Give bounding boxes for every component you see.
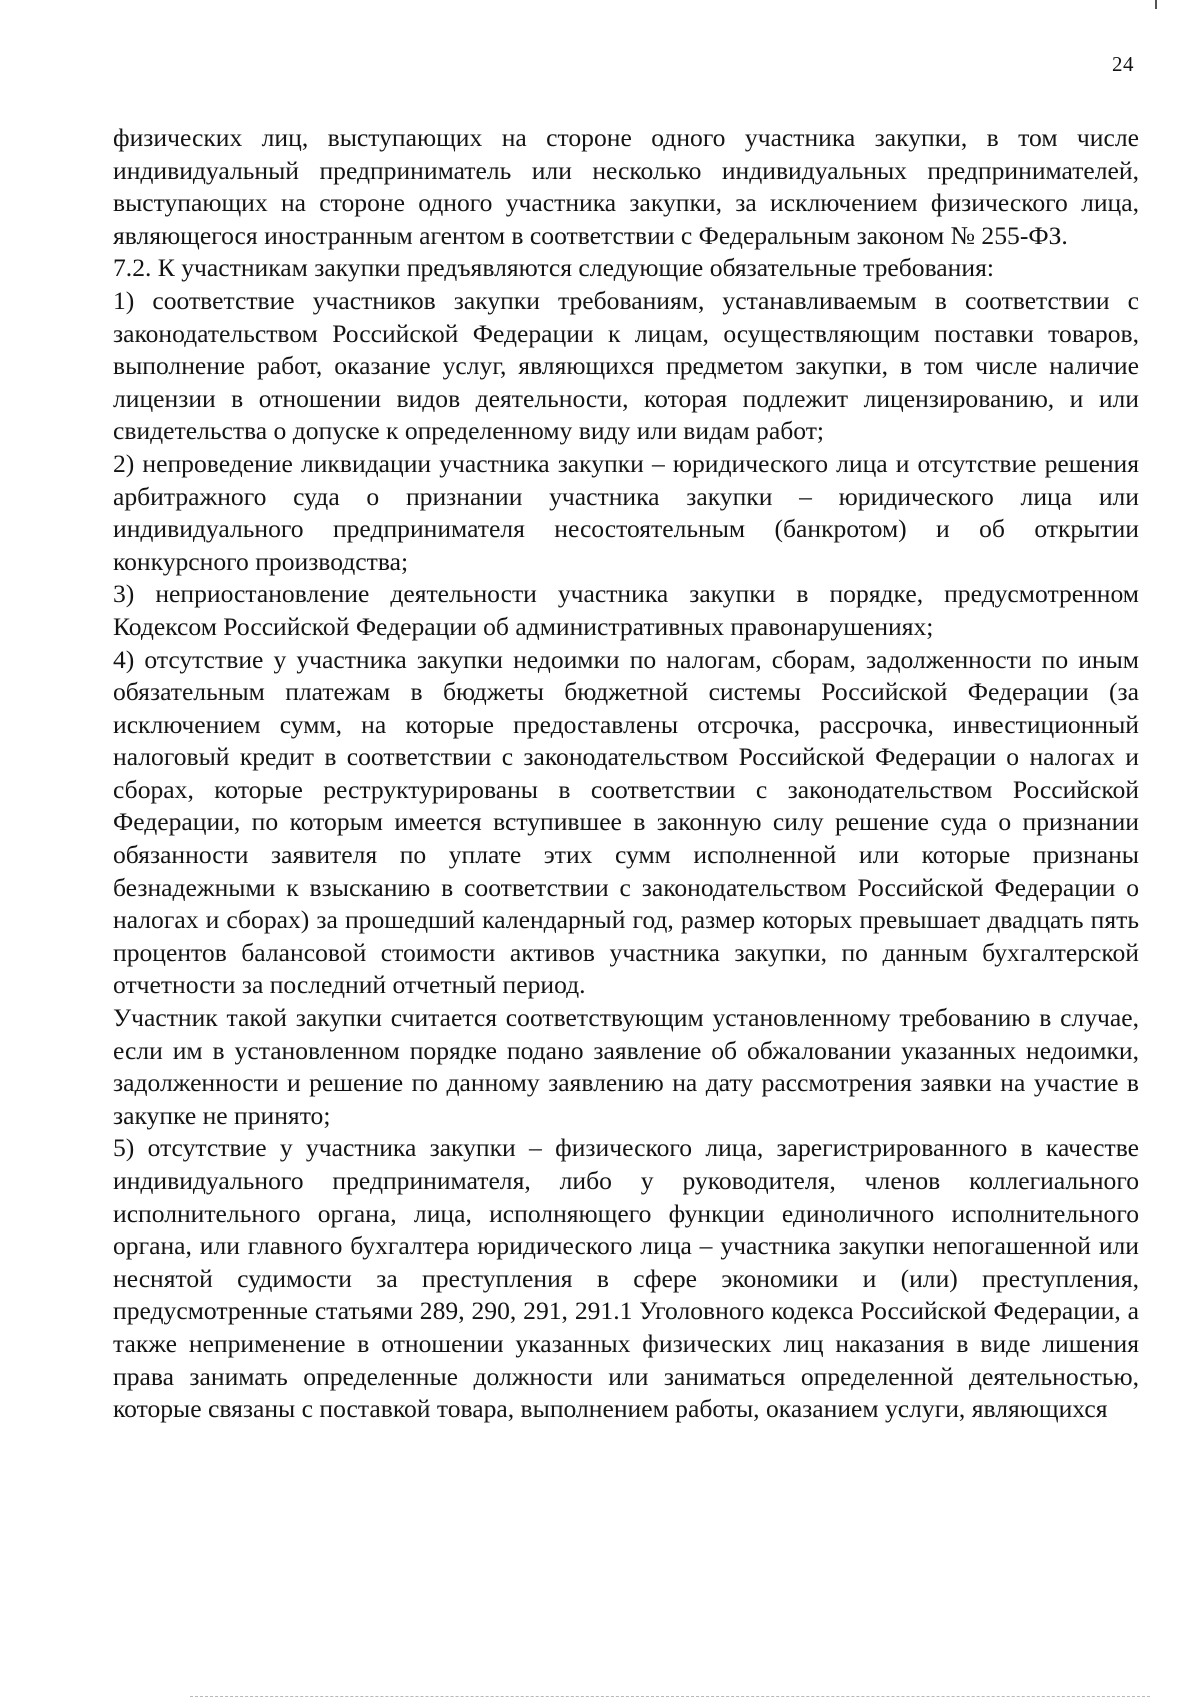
paragraph-item-2: 2) непроведение ликвидации участника закупки – юридического лица и отсутствие решения арбитражного суда о признании участника закупки – юридического лица или индивидуального предпринимателя несостоятельным (банкротом) и об открытии конкурсного производства; [113, 448, 1139, 576]
document-body [113, 122, 1139, 1426]
paragraph-item-4: 4) отсутствие у участника закупки недоимки по налогам, сборам, задолженности по иным обязательным платежам в бюджеты бюджетной системы Российской Федерации (за исключением сумм, на которые предоставлены отсрочка, рассрочка, инвестиционный налоговый кредит в соответствии с законодательством Российской Федерации о налогах и сборах, которые реструктурированы в соответствии с законодательством Российской Федерации, по которым имеется вступившее в законную силу решение суда о признании обязанности заявителя по уплате этих сумм исполненной или которые признаны безнадежными к взысканию в соответствии с законодательством Российской Федерации о налогах и сборах) за прошедший календарный год, размер которых превышает двадцать пять процентов балансовой стоимости активов участника закупки, по данным бухгалтерской отчетности за последний отчетный период. [113, 644, 1139, 1000]
scan-edge-mark [1155, 0, 1157, 9]
paragraph-item-3: 3) неприостановление деятельности участника закупки в порядке, предусмотренном Кодексом Российской Федерации об административных правонарушениях; [113, 579, 1139, 641]
paragraph-item-1: 1) соответствие участников закупки требованиям, устанавливаемым в соответствии с законодательством Российской Федерации к лицам, осуществляющим поставки товаров, выполнение работ, оказание услуг, являющихся предметом закупки, в том числе наличие лицензии в отношении видов деятельности, которая подлежит лицензированию, и или свидетельства о допуске к определенному виду или видам работ; [113, 285, 1139, 446]
paragraph-continuation: физических лиц, выступающих на стороне одного участника закупки, в том числе индивидуальный предприниматель или несколько индивидуальных предпринимателей, выступающих на стороне одного участника закупки, за исключением физического лица, являющегося иностранным агентом в соответствии с Федеральным законом № 255-ФЗ. [113, 123, 1139, 250]
paragraph-section-7-2: 7.2. К участникам закупки предъявляются следующие обязательные требования: [113, 253, 994, 283]
page-number: 24 [1112, 52, 1134, 76]
paragraph-item-5: 5) отсутствие у участника закупки – физического лица, зарегистрированного в качестве индивидуального предпринимателя, либо у руководителя, членов коллегиального исполнительного органа, лица, исполняющего функции единоличного исполнительного органа, или главного бухгалтера юридического лица – участника закупки непогашенной или неснятой судимости за преступления в сфере экономики и (или) преступления, предусмотренные статьями 289, 290, 291, 291.1 Уголовного кодекса Российской Федерации, а также неприменение в отношении указанных физических лиц наказания в виде лишения права занимать определенные должности или заниматься определенной деятельностью, которые связаны с поставкой товара, выполнением работы, оказанием услуги, являющихся [113, 1133, 1139, 1424]
scan-bottom-edge [190, 1696, 1150, 1697]
paragraph-item-4-note: Участник такой закупки считается соответствующим установленному требованию в случае, если им в установленном порядке подано заявление об обжаловании указанных недоимки, задолженности и решение по данному заявлению на дату рассмотрения заявки на участие в закупке не принято; [113, 1003, 1139, 1130]
